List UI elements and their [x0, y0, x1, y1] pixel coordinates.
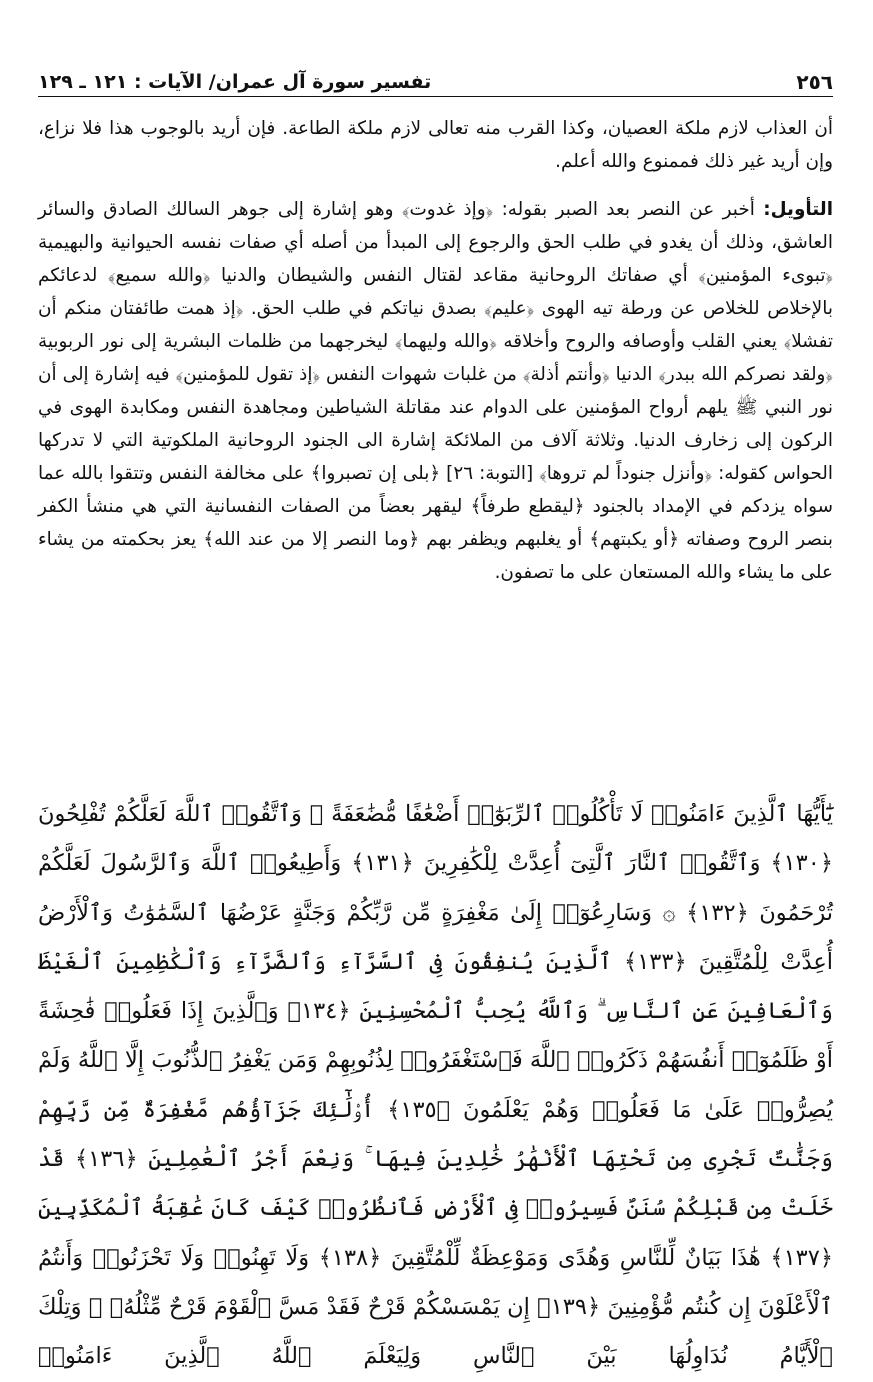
commentary-text: [38, 112, 833, 589]
tawil-label: التأويل:: [763, 199, 833, 220]
paragraph-2: [38, 193, 833, 589]
running-title: تفسير سورة آل عمران/ الآيات : ١٢١ ـ ١٢٩: [38, 71, 432, 93]
page-number: ٢٥٦: [796, 70, 833, 94]
quran-verses: يَٰٓأَيُّهَا ٱلَّذِينَ ءَامَنُوا۟ لَا تَأْكُلُوا۟ ٱلرِّبَوٰٓا۟ أَضْعَٰفًا مُّضَٰعَفَةً ۖ وَٱتَّقُوا۟ ٱللَّهَ لَعَلَّكُمْ تُفْلِحُونَ ﴿١٣٠﴾ وَٱتَّقُوا۟ ٱلنَّارَ ٱلَّتِىٓ أُعِدَّتْ لِلْكَٰفِرِينَ ﴿١٣١﴾ وَأَطِيعُوا۟ ٱللَّهَ وَٱلرَّسُولَ لَعَلَّكُمْ تُرْحَمُونَ ﴿١٣٢﴾ ۞ وَسَارِعُوٓا۟ إِلَىٰ مَغْفِرَةٍ مِّن رَّبِّكُمْ وَجَنَّةٍ عَرْضُهَا ٱلسَّمَٰوَٰتُ وَٱلْأَرْضُ أُعِدَّتْ لِلْمُتَّقِينَ ﴿١٣٣﴾ ٱلَّذِينَ يُنفِقُونَ فِى ٱلسَّرَّآءِ وَٱلضَّرَّآءِ وَٱلْكَٰظِمِينَ ٱلْغَيْظَ وَٱلْعَافِينَ عَنِ ٱلنَّاسِ ۗ وَٱللَّهُ يُحِبُّ ٱلْمُحْسِنِينَ ﴿١٣٤﴾ وَٱلَّذِينَ إِذَا فَعَلُوا۟ فَٰحِشَةً أَوْ ظَلَمُوٓا۟ أَنفُسَهُمْ ذَكَرُوا۟ ٱللَّهَ فَٱسْتَغْفَرُوا۟ لِذُنُوبِهِمْ وَمَن يَغْفِرُ ٱلذُّنُوبَ إِلَّا ٱللَّهُ وَلَمْ يُصِرُّوا۟ عَلَىٰ مَا فَعَلُوا۟ وَهُمْ يَعْلَمُونَ ﴿١٣٥﴾ أُو۟لَٰٓئِكَ جَزَآؤُهُم مَّغْفِرَةٌ مِّن رَّبِّهِمْ وَجَنَّٰتٌ تَجْرِى مِن تَحْتِهَا ٱلْأَنْهَٰرُ خَٰلِدِينَ فِيهَا ۚ وَنِعْمَ أَجْرُ ٱلْعَٰمِلِينَ ﴿١٣٦﴾ قَدْ خَلَتْ مِن قَبْلِكُمْ سُنَنٌ فَسِيرُوا۟ فِى ٱلْأَرْضِ فَٱنظُرُوا۟ كَيْفَ كَانَ عَٰقِبَةُ ٱلْمُكَذِّبِينَ ﴿١٣٧﴾ هَٰذَا بَيَانٌ لِّلنَّاسِ وَهُدًى وَمَوْعِظَةٌ لِّلْمُتَّقِينَ ﴿١٣٨﴾ وَلَا تَهِنُوا۟ وَلَا تَحْزَنُوا۟ وَأَنتُمُ ٱلْأَعْلَوْنَ إِن كُنتُم مُّؤْمِنِينَ ﴿١٣٩﴾ إِن يَمْسَسْكُمْ قَرْحٌ فَقَدْ مَسَّ ٱلْقَوْمَ قَرْحٌ مِّثْلُهُۥ ۚ وَتِلْكَ ٱلْأَيَّامُ نُدَاوِلُهَا بَيْنَ ٱلنَّاسِ وَلِيَعْلَمَ ٱللَّهُ ٱلَّذِينَ ءَامَنُوا۟: [38, 801, 834, 1370]
paragraph-2-text: أخبر عن النصر بعد الصبر بقوله: ﴿وإذ غدوت﴾ وهو إشارة إلى جوهر السالك الصادق والسائر العاشق، وذلك أن يغدو في طلب الحق والرجوع إلى المبدأ من أصله أي صفات نفسه الحيوانية والبهيمية ﴿تبوىء المؤمنين﴾ أي صفاتك الروحانية مقاعد لقتال النفس والشيطان والدنيا ﴿والله سميع﴾ لدعائكم بالإخلاص للخلاص عن ورطة تيه الهوى ﴿عليم﴾ بصدق نياتكم في طلب الحق. ﴿إذ همت طائفتان منكم أن تفشلا﴾ يعني القلب وأوصافه والروح وأخلاقه ﴿والله وليهما﴾ ليخرجهما من ظلمات البشرية إلى نور الربوبية ﴿ولقد نصركم الله ببدر﴾ الدنيا ﴿وأنتم أذلة﴾ من غلبات شهوات النفس ﴿إذ تقول للمؤمنين﴾ فيه إشارة إلى أن نور النبي ﷺ يلهم أرواح المؤمنين على الدوام عند مقاتلة الشياطين ومجاهدة النفس ومكابدة الهوى في الركون إلى زخارف الدنيا. وثلاثة آلاف من الملائكة إشارة الى الجنود الروحانية الملكوتية التي لا تدركها الحواس كقوله: ﴿وأنزل جنوداً لم تروها﴾ [التوبة: ٢٦] ﴿بلى إن تصبروا﴾ على مخالفة النفس وتتقوا بالله عما سواه يزدكم في الإمداد بالجنود ﴿ليقطع طرفاً﴾ ليقهر بعضاً من الصفات النفسانية التي هي منشأ الكفر بنصر الروح وصفاته ﴿أو يكبتهم﴾ أو يغلبهم ويظفر بهم ﴿وما النصر إلا من عند الله﴾ يعز بحكمته من يشاء على ما يشاء والله المستعان على ما تصفون.: [38, 199, 833, 583]
page-header: [38, 58, 833, 97]
paragraph-1: أن العذاب لازم ملكة العصيان، وكذا القرب منه تعالى لازم ملكة الطاعة. فإن أريد بالوجوب هذا فلا نزاع، وإن أريد غير ذلك فممنوع والله أعلم.: [38, 118, 833, 172]
